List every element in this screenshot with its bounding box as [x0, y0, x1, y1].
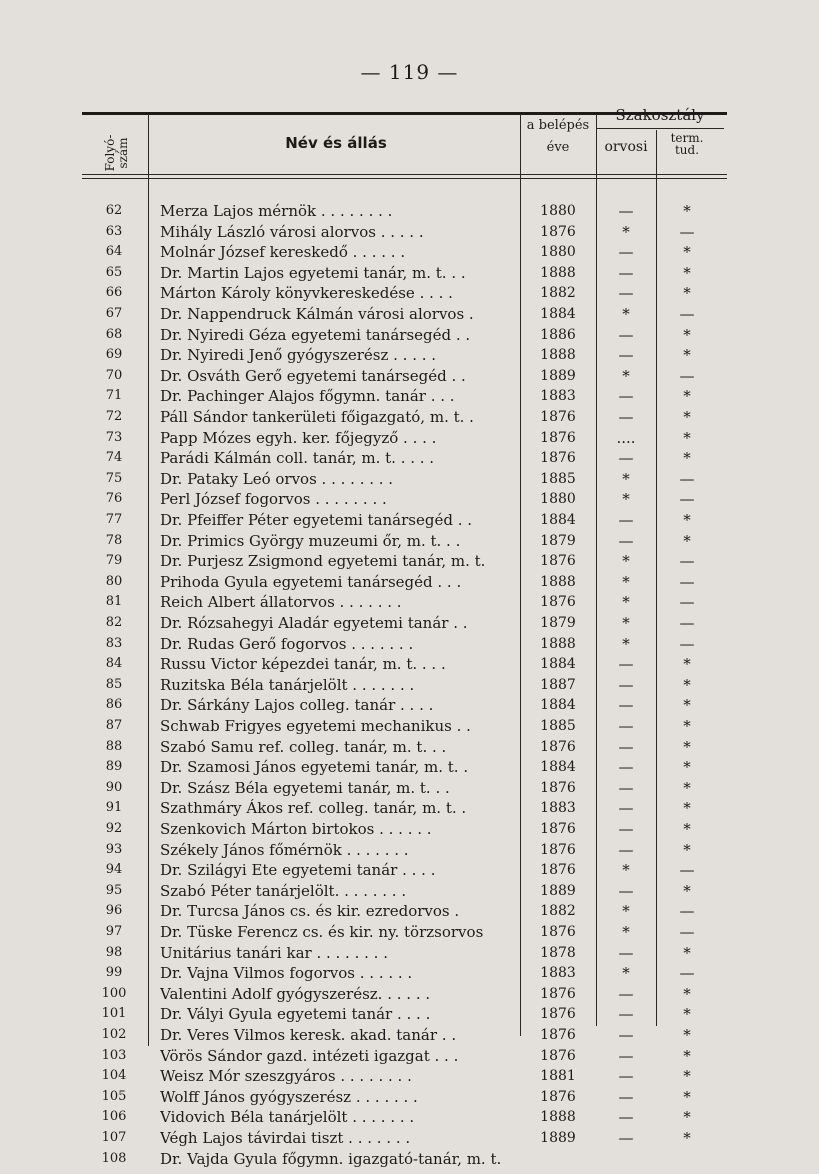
- section-term-mark: —: [679, 222, 695, 241]
- join-year: 1888: [540, 1109, 576, 1126]
- section-term-mark: *: [683, 840, 691, 859]
- table-row: [82, 901, 727, 922]
- table-row: [82, 922, 727, 943]
- row-number: 90: [105, 779, 123, 795]
- section-term-mark: —: [679, 552, 695, 571]
- section-term-mark: *: [683, 1046, 691, 1065]
- section-orvosi-mark: —: [618, 346, 634, 365]
- row-number: 82: [105, 615, 123, 630]
- section-orvosi-mark: ....: [616, 428, 636, 447]
- member-name: Dr. Szilágyi Ete egyetemi tanár . . . .: [160, 861, 436, 880]
- member-name: Wolff János gyógyszerész . . . . . . .: [160, 1087, 418, 1106]
- join-year: 1888: [540, 347, 576, 364]
- table-row: [82, 1087, 727, 1108]
- table-row: [82, 386, 727, 407]
- member-name: Dr. Purjesz Zsigmond egyetemi tanár, m. t.: [160, 552, 486, 571]
- join-year: 1889: [540, 1130, 576, 1146]
- member-name: Szabó Samu ref. colleg. tanár, m. t. . .: [160, 737, 447, 756]
- row-number: 94: [105, 862, 123, 878]
- header-rule-double: [82, 178, 727, 179]
- section-orvosi-mark: *: [622, 593, 630, 612]
- row-number: 96: [105, 903, 123, 919]
- member-name: Dr. Vajna Vilmos fogorvos . . . . . .: [160, 964, 413, 983]
- row-number: 69: [105, 347, 123, 363]
- table-row: [82, 263, 727, 284]
- join-year: 1885: [540, 470, 576, 487]
- table-row: [82, 1128, 727, 1149]
- section-term-mark: *: [683, 1108, 691, 1127]
- section-orvosi-mark: —: [618, 325, 634, 344]
- section-orvosi-mark: —: [618, 263, 634, 282]
- section-orvosi-mark: *: [622, 572, 630, 591]
- section-orvosi-mark: —: [618, 1067, 634, 1086]
- section-term-mark: *: [683, 511, 691, 529]
- row-number: 63: [105, 223, 123, 239]
- table-row: [82, 325, 727, 346]
- member-name: Perl József fogorvos . . . . . . . .: [160, 490, 387, 509]
- join-year: 1876: [540, 594, 576, 611]
- table-row: [82, 407, 727, 428]
- row-number: 86: [105, 697, 123, 713]
- row-number: 84: [105, 656, 123, 672]
- join-year: 1884: [540, 656, 576, 673]
- member-name: Weisz Mór szeszgyáros . . . . . . . .: [160, 1067, 412, 1086]
- page-number: — 119 —: [360, 60, 459, 84]
- row-number: 104: [101, 1068, 127, 1084]
- join-year: 1876: [540, 779, 576, 796]
- member-name: Dr. Pfeiffer Péter egyetemi tanársegéd . .: [160, 511, 473, 529]
- member-name: Unitárius tanári kar . . . . . . . .: [160, 943, 388, 962]
- member-name: Dr. Pachinger Alajos főgymn. tanár . . .: [160, 387, 455, 406]
- row-number: 80: [105, 573, 123, 589]
- member-name: Ruzitska Béla tanárjelölt . . . . . . .: [160, 675, 415, 694]
- section-orvosi-mark: —: [618, 799, 634, 818]
- table-row: [82, 201, 727, 222]
- join-year: 1884: [540, 512, 576, 528]
- section-orvosi-mark: —: [618, 675, 634, 694]
- row-number: 73: [105, 429, 123, 445]
- section-term-mark: *: [683, 758, 691, 777]
- table-row: [82, 572, 727, 593]
- row-number: 92: [105, 821, 123, 836]
- table-row: [82, 222, 727, 243]
- row-number: 99: [105, 965, 123, 981]
- table-row: [82, 1149, 727, 1170]
- row-number: 106: [101, 1109, 127, 1125]
- section-orvosi-mark: —: [618, 840, 634, 859]
- section-orvosi-mark: *: [622, 490, 630, 509]
- section-term-mark: —: [679, 964, 695, 983]
- join-year: 1876: [540, 1027, 576, 1043]
- row-number: 75: [105, 470, 123, 486]
- section-term-mark: *: [683, 1087, 691, 1106]
- header-section: Szakosztály: [615, 106, 705, 124]
- section-term-mark: —: [679, 861, 695, 880]
- table-row: [82, 489, 727, 510]
- join-year: 1889: [540, 882, 576, 899]
- section-orvosi-mark: —: [618, 737, 634, 756]
- join-year: 1876: [540, 223, 576, 240]
- section-rule: [596, 128, 724, 129]
- section-term-mark: *: [683, 675, 691, 694]
- section-orvosi-mark: *: [622, 366, 630, 385]
- row-number: 78: [105, 532, 123, 548]
- section-orvosi-mark: —: [618, 1087, 634, 1106]
- section-term-mark: —: [679, 614, 695, 632]
- section-term-mark: *: [683, 1005, 691, 1024]
- section-orvosi-mark: *: [622, 614, 630, 632]
- row-number: 65: [105, 264, 123, 280]
- section-term-mark: *: [683, 408, 691, 426]
- section-orvosi-mark: —: [618, 717, 634, 735]
- row-number: 76: [105, 491, 123, 507]
- join-year: 1876: [540, 409, 576, 425]
- section-orvosi-mark: *: [622, 902, 630, 921]
- member-name: Merza Lajos mérnök . . . . . . . .: [160, 202, 393, 220]
- table-row: [82, 345, 727, 366]
- join-year: 1884: [540, 759, 576, 776]
- table-row: [82, 531, 727, 552]
- row-number: 102: [101, 1027, 127, 1042]
- member-name: Parádi Kálmán coll. tanár, m. t. . . . .: [160, 449, 435, 468]
- table-row: [82, 819, 727, 840]
- header-term-tud: term. tud.: [670, 131, 704, 157]
- section-term-mark: —: [679, 305, 695, 323]
- section-term-mark: *: [683, 820, 691, 838]
- section-term-mark: *: [683, 263, 691, 282]
- section-term-mark: —: [679, 634, 695, 653]
- row-number: 107: [101, 1130, 127, 1145]
- join-year: 1878: [540, 944, 576, 961]
- section-orvosi-mark: —: [618, 758, 634, 777]
- row-number: 91: [105, 800, 123, 816]
- table-row: [82, 1025, 727, 1046]
- table-row: [82, 366, 727, 387]
- section-term-mark: —: [679, 366, 695, 385]
- member-name: Dr. Nyiredi Géza egyetemi tanársegéd . .: [160, 325, 471, 344]
- section-orvosi-mark: *: [622, 469, 630, 488]
- member-name: Mihály László városi alorvos . . . . .: [160, 222, 424, 241]
- table-row: [82, 757, 727, 778]
- section-orvosi-mark: —: [618, 1108, 634, 1127]
- table-row: [82, 675, 727, 696]
- member-name: Prihoda Gyula egyetemi tanársegéd . . .: [160, 572, 462, 591]
- table-row: [82, 448, 727, 469]
- member-name: Papp Mózes egyh. ker. főjegyző . . . .: [160, 428, 437, 447]
- section-term-mark: —: [679, 490, 695, 509]
- row-number: 70: [105, 367, 123, 383]
- header-rule: [82, 174, 727, 175]
- table-row: [82, 304, 727, 325]
- section-orvosi-mark: —: [618, 820, 634, 838]
- join-year: 1876: [540, 985, 576, 1002]
- section-orvosi-mark: *: [622, 923, 630, 941]
- section-orvosi-mark: *: [622, 552, 630, 571]
- member-table: [82, 104, 727, 1168]
- section-orvosi-mark: —: [618, 696, 634, 715]
- table-row: [82, 551, 727, 572]
- section-term-mark: *: [683, 696, 691, 715]
- table-row: [82, 1046, 727, 1067]
- join-year: 1876: [540, 1047, 576, 1064]
- section-orvosi-mark: —: [618, 387, 634, 406]
- table-row: [82, 943, 727, 964]
- row-number: 87: [105, 718, 123, 733]
- member-name: Dr. Rudas Gerő fogorvos . . . . . . .: [160, 634, 414, 653]
- join-year: 1883: [540, 965, 576, 982]
- join-year: 1883: [540, 800, 576, 817]
- member-name: Dr. Sárkány Lajos colleg. tanár . . . .: [160, 696, 434, 715]
- section-term-mark: *: [683, 428, 691, 447]
- table-row: [82, 242, 727, 263]
- row-number: 66: [105, 285, 123, 301]
- row-number: 89: [105, 759, 123, 775]
- section-term-mark: *: [683, 202, 691, 220]
- table-row: [82, 737, 727, 758]
- join-year: 1888: [540, 264, 576, 281]
- row-number: 88: [105, 738, 123, 754]
- join-year: 1876: [540, 862, 576, 879]
- table-row: [82, 1107, 727, 1128]
- table-row: [82, 634, 727, 655]
- section-term-mark: *: [683, 1067, 691, 1086]
- join-year: 1888: [540, 635, 576, 652]
- table-row: [82, 428, 727, 449]
- member-name: Dr. Turcsa János cs. és kir. ezredorvos .: [160, 902, 460, 921]
- join-year: 1876: [540, 841, 576, 858]
- join-year: 1876: [540, 821, 576, 837]
- row-number: 68: [105, 326, 123, 342]
- table-row: [82, 283, 727, 304]
- join-year: 1879: [540, 615, 576, 631]
- section-term-mark: *: [683, 284, 691, 303]
- join-year: 1889: [540, 367, 576, 384]
- member-name: Reich Albert állatorvos . . . . . . .: [160, 593, 402, 612]
- table-row: [82, 798, 727, 819]
- member-name: Páll Sándor tankerületi főigazgató, m. t. .: [160, 408, 474, 426]
- section-orvosi-mark: —: [618, 202, 634, 220]
- join-year: 1882: [540, 285, 576, 302]
- join-year: 1876: [540, 1088, 576, 1105]
- member-name: Molnár József kereskedő . . . . . .: [160, 243, 406, 262]
- section-orvosi-mark: —: [618, 655, 634, 674]
- member-name: Szenkovich Márton birtokos . . . . . .: [160, 820, 432, 838]
- join-year: 1876: [540, 1006, 576, 1023]
- section-orvosi-mark: —: [618, 984, 634, 1003]
- join-year: 1884: [540, 306, 576, 322]
- member-name: Schwab Frigyes egyetemi mechanikus . .: [160, 717, 471, 735]
- section-orvosi-mark: —: [618, 408, 634, 426]
- join-year: 1876: [540, 429, 576, 446]
- row-number: 74: [105, 450, 123, 466]
- member-name: Russu Victor képezdei tanár, m. t. . . .: [160, 655, 446, 674]
- member-name: Dr. Nappendruck Kálmán városi alorvos .: [160, 305, 474, 323]
- table-row: [82, 963, 727, 984]
- header-name: Név és állás: [285, 134, 387, 152]
- row-number: 85: [105, 676, 123, 692]
- table-row: [82, 592, 727, 613]
- section-term-mark: —: [679, 572, 695, 591]
- member-name: Dr. Osváth Gerő egyetemi tanársegéd . .: [160, 366, 466, 385]
- section-term-mark: *: [683, 387, 691, 406]
- row-number: 71: [105, 388, 123, 404]
- table-row: [82, 984, 727, 1005]
- row-number: 103: [101, 1047, 127, 1063]
- member-name: Dr. Rózsahegyi Aladár egyetemi tanár . .: [160, 614, 468, 632]
- member-name: Végh Lajos távirdai tiszt . . . . . . .: [160, 1129, 411, 1147]
- member-name: Dr. Vajda Gyula főgymn. igazgató-tanár, m. t.: [160, 1149, 502, 1168]
- section-orvosi-mark: —: [618, 531, 634, 550]
- header-year-top: a belépés: [526, 118, 590, 133]
- member-name: Dr. Veres Vilmos keresk. akad. tanár . .: [160, 1026, 457, 1044]
- member-name: Vidovich Béla tanárjelölt . . . . . . .: [160, 1108, 415, 1127]
- join-year: 1886: [540, 326, 576, 343]
- section-term-mark: *: [683, 881, 691, 900]
- section-orvosi-mark: —: [618, 284, 634, 303]
- section-term-mark: *: [683, 655, 691, 674]
- join-year: 1880: [540, 203, 576, 219]
- row-number: 93: [105, 841, 123, 857]
- row-number: 79: [105, 553, 123, 569]
- row-number: 108: [101, 1150, 127, 1166]
- section-term-mark: *: [683, 1026, 691, 1044]
- join-year: 1876: [540, 738, 576, 755]
- table-row: [82, 654, 727, 675]
- section-orvosi-mark: *: [622, 861, 630, 880]
- table-row: [82, 695, 727, 716]
- section-orvosi-mark: *: [622, 222, 630, 241]
- row-number: 62: [105, 203, 123, 218]
- table-row: [82, 881, 727, 902]
- member-name: Dr. Martin Lajos egyetemi tanár, m. t. . .: [160, 263, 466, 282]
- section-orvosi-mark: —: [618, 943, 634, 962]
- section-term-mark: —: [679, 593, 695, 612]
- join-year: 1888: [540, 573, 576, 590]
- header-folyoszam: Folyó-szám: [103, 134, 130, 172]
- section-term-mark: *: [683, 778, 691, 797]
- table-row: [82, 716, 727, 737]
- section-term-mark: *: [683, 984, 691, 1003]
- section-orvosi-mark: —: [618, 881, 634, 900]
- row-number: 83: [105, 635, 123, 651]
- member-name: Dr. Szász Béla egyetemi tanár, m. t. . .: [160, 778, 450, 797]
- row-number: 98: [105, 944, 123, 960]
- row-number: 95: [105, 882, 123, 898]
- section-term-mark: —: [679, 923, 695, 941]
- section-term-mark: *: [683, 737, 691, 756]
- join-year: 1876: [540, 924, 576, 940]
- section-term-mark: *: [683, 717, 691, 735]
- header-orvosi: orvosi: [604, 139, 648, 155]
- header-year-bottom: éve: [546, 140, 570, 155]
- row-number: 72: [105, 409, 123, 424]
- join-year: 1885: [540, 718, 576, 734]
- member-name: Dr. Primics György muzeumi őr, m. t. . .: [160, 531, 461, 550]
- join-year: 1882: [540, 903, 576, 920]
- section-term-mark: *: [683, 1129, 691, 1147]
- row-number: 77: [105, 512, 123, 527]
- member-name: Dr. Pataky Leó orvos . . . . . . . .: [160, 469, 394, 488]
- section-term-mark: *: [683, 943, 691, 962]
- join-year: 1883: [540, 388, 576, 405]
- row-number: 100: [101, 985, 127, 1001]
- join-year: 1880: [540, 244, 576, 261]
- section-term-mark: *: [683, 346, 691, 365]
- section-term-mark: —: [679, 469, 695, 488]
- row-number: 97: [105, 924, 123, 939]
- section-orvosi-mark: —: [618, 1046, 634, 1065]
- table-row: [82, 778, 727, 799]
- join-year: 1879: [540, 532, 576, 549]
- section-orvosi-mark: —: [618, 511, 634, 529]
- member-name: Dr. Nyiredi Jenő gyógyszerész . . . . .: [160, 346, 437, 365]
- join-year: 1880: [540, 491, 576, 508]
- section-orvosi-mark: —: [618, 1005, 634, 1024]
- section-orvosi-mark: —: [618, 1129, 634, 1147]
- member-name: Dr. Tüske Ferencz cs. és kir. ny. törzsorvos: [160, 923, 484, 941]
- section-orvosi-mark: *: [622, 634, 630, 653]
- join-year: 1881: [540, 1068, 576, 1085]
- member-name: Márton Károly könyvkereskedése . . . .: [160, 284, 453, 303]
- section-term-mark: *: [683, 325, 691, 344]
- row-number: 64: [105, 244, 123, 260]
- table-row: [82, 469, 727, 490]
- table-row: [82, 613, 727, 634]
- section-term-mark: *: [683, 799, 691, 818]
- section-orvosi-mark: *: [622, 964, 630, 983]
- section-term-mark: *: [683, 449, 691, 468]
- section-term-mark: *: [683, 531, 691, 550]
- row-number: 101: [101, 1006, 127, 1022]
- member-name: Szabó Péter tanárjelölt. . . . . . . .: [160, 881, 407, 900]
- member-name: Székely János főmérnök . . . . . . .: [160, 840, 409, 859]
- section-term-mark: *: [683, 243, 691, 262]
- row-number: 67: [105, 306, 123, 321]
- member-name: Valentini Adolf gyógyszerész. . . . . .: [160, 984, 431, 1003]
- section-orvosi-mark: —: [618, 778, 634, 797]
- table-row: [82, 510, 727, 531]
- section-orvosi-mark: —: [618, 449, 634, 468]
- member-name: Dr. Vályi Gyula egyetemi tanár . . . .: [160, 1005, 431, 1024]
- member-name: Vörös Sándor gazd. intézeti igazgat . . .: [160, 1046, 459, 1065]
- section-term-mark: —: [679, 902, 695, 921]
- table-row: [82, 860, 727, 881]
- table-row: [82, 840, 727, 861]
- section-orvosi-mark: *: [622, 305, 630, 323]
- row-number: 81: [105, 594, 123, 610]
- section-orvosi-mark: —: [618, 243, 634, 262]
- section-orvosi-mark: —: [618, 1026, 634, 1044]
- join-year: 1876: [540, 450, 576, 467]
- table-row: [82, 1004, 727, 1025]
- member-name: Szathmáry Ákos ref. colleg. tanár, m. t. .: [160, 799, 467, 818]
- member-name: Dr. Szamosi János egyetemi tanár, m. t. .: [160, 758, 469, 777]
- table-row: [82, 1066, 727, 1087]
- row-number: 105: [101, 1088, 127, 1104]
- join-year: 1887: [540, 676, 576, 693]
- join-year: 1884: [540, 697, 576, 714]
- join-year: 1876: [540, 553, 576, 570]
